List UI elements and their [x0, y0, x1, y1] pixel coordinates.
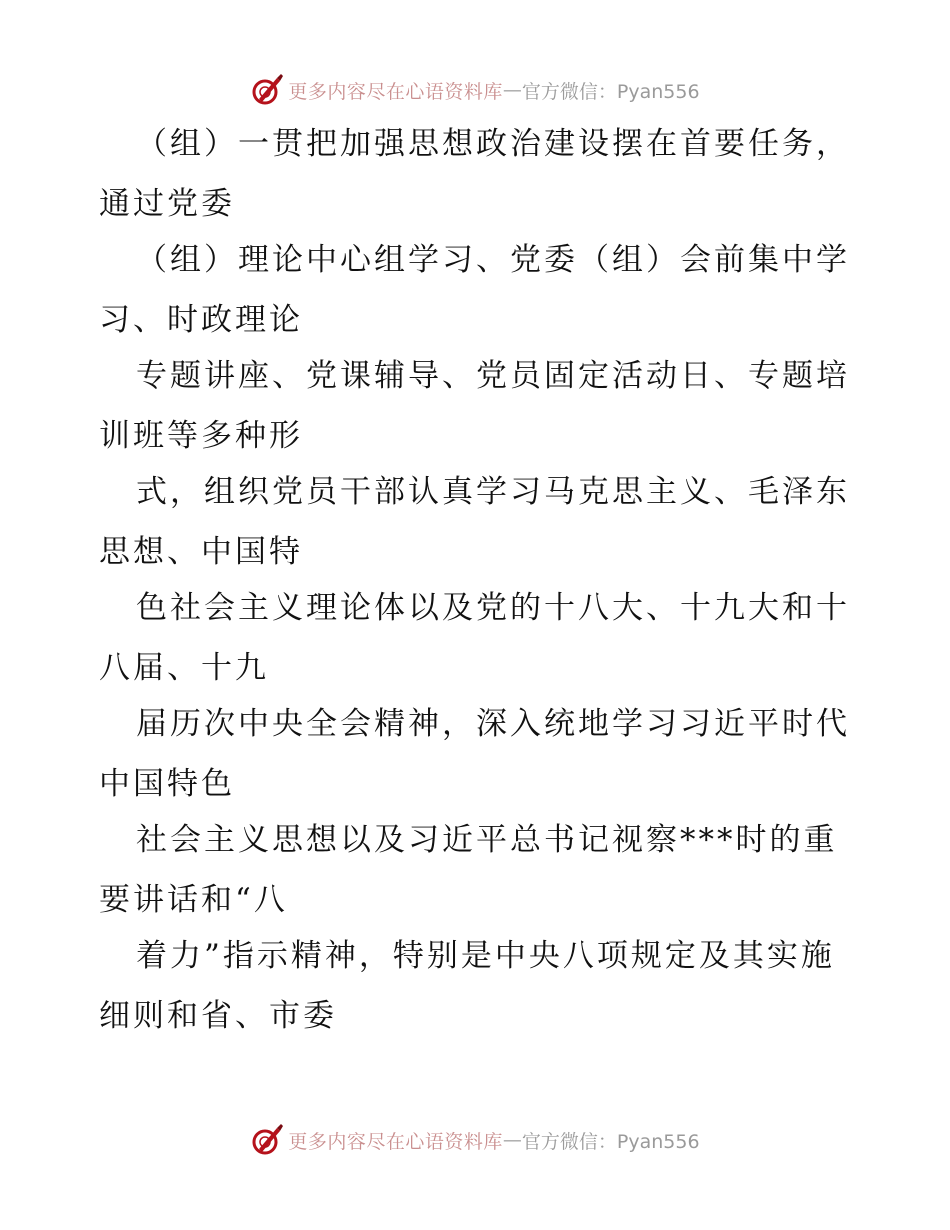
paragraph	[0, 348, 950, 464]
paragraph-line: 中国特色	[99, 766, 235, 802]
paragraph-line: （组）一贯把加强思想政治建设摆在首要任务，	[136, 126, 850, 162]
paragraph-line: 专题讲座、党课辅导、党员固定活动日、专题培	[136, 358, 850, 394]
paragraph-line: 要讲话和“八	[99, 882, 288, 918]
pen-logo-icon	[250, 73, 284, 107]
paragraph	[0, 464, 950, 580]
paragraph-line: （组）理论中心组学习、党委（组）会前集中学	[136, 242, 850, 278]
paragraph	[0, 812, 950, 928]
paragraph-line: 色社会主义理论体以及党的十八大、十九大和十	[136, 590, 850, 626]
banner-text: 更多内容尽在心语资料库	[288, 80, 503, 103]
paragraph	[0, 232, 950, 348]
paragraph-line: 习、时政理论	[99, 302, 303, 338]
header-banner	[0, 70, 950, 110]
banner-dash: —	[502, 79, 522, 101]
banner-text: 更多内容尽在心语资料库	[288, 1130, 503, 1153]
paragraph-line: 式，组织党员干部认真学习马克思主义、毛泽东	[136, 474, 850, 510]
paragraph	[0, 580, 950, 696]
paragraph-line: 通过党委	[99, 186, 235, 222]
paragraph-line: 八届、十九	[99, 650, 269, 686]
paragraph	[0, 116, 950, 232]
paragraph	[0, 928, 950, 1044]
banner-contact: 官方微信：Pyan556	[521, 1130, 700, 1153]
paragraph	[0, 696, 950, 812]
document-body	[0, 116, 950, 1044]
pen-logo-icon	[250, 1123, 284, 1157]
banner-contact: 官方微信：Pyan556	[521, 80, 700, 103]
footer-banner	[0, 1120, 950, 1160]
paragraph-line: 训班等多种形	[99, 418, 303, 454]
paragraph-line: 届历次中央全会精神，深入统地学习习近平时代	[136, 706, 850, 742]
paragraph-line: 细则和省、市委	[99, 998, 337, 1034]
banner-dash: —	[502, 1129, 522, 1151]
paragraph-line: 思想、中国特	[99, 534, 303, 570]
paragraph-line: 着力”指示精神，特别是中央八项规定及其实施	[136, 938, 835, 974]
paragraph-line: 社会主义思想以及习近平总书记视察***时的重	[136, 822, 838, 858]
